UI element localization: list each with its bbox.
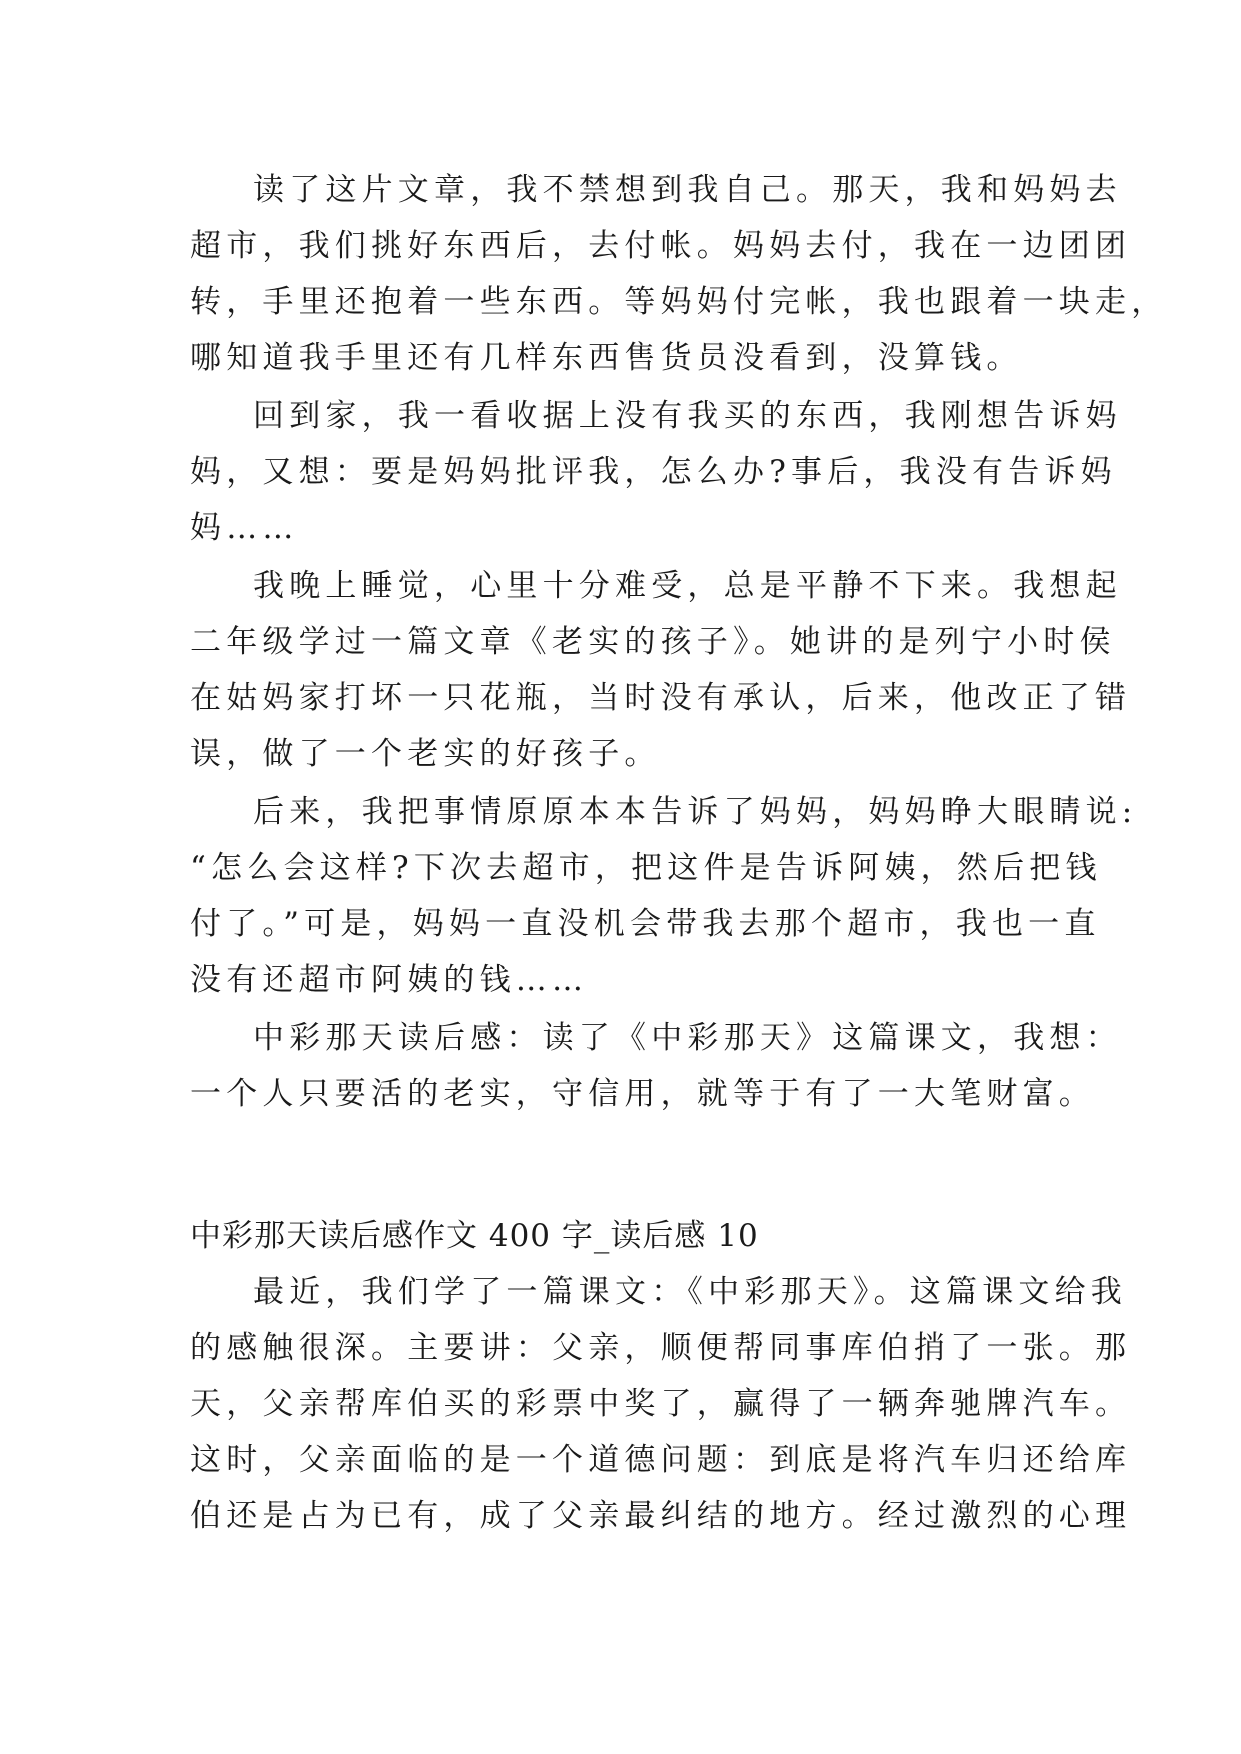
text-line: 天，父亲帮库伯买的彩票中奖了，赢得了一辆奔驰牌汽车。 [190,1386,1132,1422]
text-line: 转，手里还抱着一些东西。等妈妈付完帐，我也跟着一块走， [190,284,1168,320]
text-line: 一个人只要活的老实，守信用，就等于有了一大笔财富。 [190,1076,1095,1112]
text-line: 妈，又想：要是妈妈批评我，怎么办?事后，我没有告诉妈 [190,454,1117,490]
text-line: 这时，父亲面临的是一个道德问题：到底是将汽车归还给库 [190,1442,1132,1478]
text-line: 付了。”可是，妈妈一直没机会带我去那个超市，我也一直 [190,906,1101,942]
text-line: 中彩那天读后感：读了《中彩那天》这篇课文，我想： [253,1020,1122,1056]
text-line: 误，做了一个老实的好孩子。 [190,736,661,772]
text-line: 伯还是占为已有，成了父亲最纠结的地方。经过激烈的心理 [190,1498,1132,1534]
text-line: “怎么会这样?下次去超市，把这件是告诉阿姨，然后把钱 [190,850,1102,886]
text-line: 我晚上睡觉，心里十分难受，总是平静不下来。我想起 [253,568,1122,604]
text-line: 最近，我们学了一篇课文：《中彩那天》。这篇课文给我 [253,1274,1127,1310]
text-line: 超市，我们挑好东西后，去付帐。妈妈去付，我在一边团团 [190,228,1132,264]
section-heading: 中彩那天读后感作文 400 字_读后感 10 [190,1218,759,1254]
text-line: 没有还超市阿姨的钱…… [190,962,589,998]
text-line: 妈…… [190,510,299,546]
text-line: 的感触很深。主要讲：父亲，顺便帮同事库伯捎了一张。那 [190,1330,1132,1366]
text-line: 读了这片文章，我不禁想到我自己。那天，我和妈妈去 [253,172,1122,208]
text-line: 回到家，我一看收据上没有我买的东西，我刚想告诉妈 [253,398,1122,434]
text-line: 二年级学过一篇文章《老实的孩子》。她讲的是列宁小时侯 [190,624,1116,660]
text-line: 在姑妈家打坏一只花瓶，当时没有承认，后来，他改正了错 [190,680,1132,716]
text-line: 后来，我把事情原原本本告诉了妈妈，妈妈睁大眼睛说: [253,794,1138,830]
text-line: 哪知道我手里还有几样东西售货员没看到，没算钱。 [190,340,1023,376]
